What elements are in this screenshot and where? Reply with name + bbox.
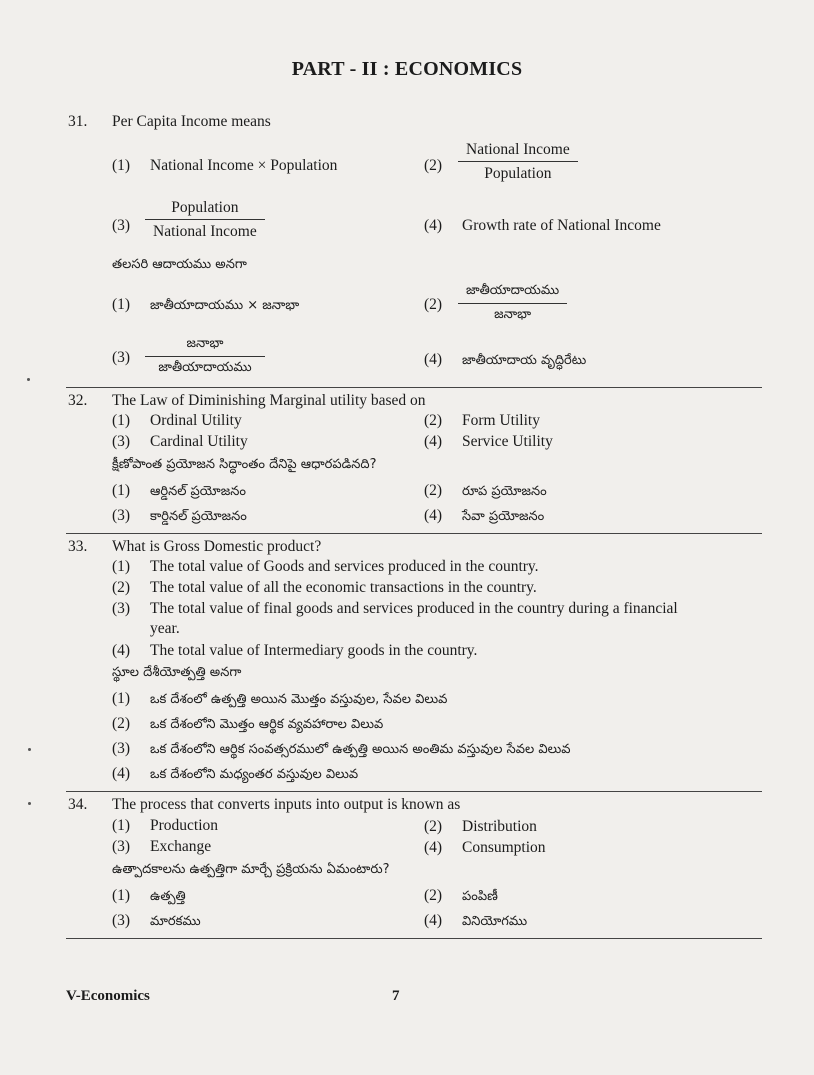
question-text: What is Gross Domestic product?	[112, 538, 322, 555]
q33-option-3-continued: year.	[150, 620, 180, 637]
q31-te-option-1: (1) జాతీయాదాయము × జనాభా	[112, 296, 300, 313]
q31-option-1: (1) National Income × Population	[112, 157, 338, 174]
q34-option-1: (1) Production	[112, 817, 219, 834]
q34-option-4: (4) Consumption	[424, 839, 546, 856]
page-number: 7	[392, 988, 400, 1004]
question-number: 32.	[68, 392, 88, 409]
scan-speck	[28, 748, 31, 751]
q34-option-2: (2) Distribution	[424, 818, 537, 835]
q33-te-option-3: (3) ఒక దేశంలోని ఆర్థిక సంవత్సరములో ఉత్పత్తి అయిన అంతిమ వస్తువుల సేవల విలువ	[112, 740, 571, 757]
q31-te-option-2-fraction: జాతీయాదాయము జనాభా	[458, 283, 567, 325]
question-number: 31.	[68, 113, 88, 130]
q33-option-4: (4) The total value of Intermediary goods in the country.	[112, 642, 478, 659]
q32-telugu-text: క్షీణోపాంత ప్రయోజన సిద్ధాంతం దేనిపై ఆధారపడినది?	[112, 457, 377, 472]
question-number: 34.	[68, 796, 88, 813]
q31-option-3-fraction: Population National Income	[145, 199, 265, 241]
scan-speck	[28, 802, 31, 805]
q31-option-2-number: (2)	[424, 157, 443, 174]
q33-te-option-2: (2) ఒక దేశంలోని మొత్తం ఆర్థిక వ్యవహారాల విలువ	[112, 715, 384, 732]
q31-te-option-2-number: (2)	[424, 296, 443, 313]
q33-te-option-4: (4) ఒక దేశంలోని మధ్యంతర వస్తువుల విలువ	[112, 765, 359, 782]
question-text: The Law of Diminishing Marginal utility based on	[112, 392, 426, 409]
page-title: PART - II : ECONOMICS	[291, 58, 523, 80]
q33-telugu-text: స్థూల దేశీయోత్పత్తి అనగా	[112, 665, 242, 680]
q32-te-option-3: (3) కార్డినల్ ప్రయోజనం	[112, 507, 247, 524]
q32-te-option-2: (2) రూప ప్రయోజనం	[424, 482, 547, 499]
q32-option-1: (1) Ordinal Utility	[112, 412, 242, 429]
q34-te-option-4: (4) వినియోగము	[424, 912, 528, 929]
divider	[66, 533, 762, 534]
q31-option-4: (4) Growth rate of National Income	[424, 217, 661, 234]
q31-te-option-3-number: (3)	[112, 349, 131, 366]
q32-option-3: (3) Cardinal Utility	[112, 433, 248, 450]
q33-option-1: (1) The total value of Goods and services produced in the country.	[112, 558, 539, 575]
divider	[66, 938, 762, 939]
q31-option-2-fraction: National Income Population	[458, 141, 578, 183]
q31-option-3-number: (3)	[112, 217, 131, 234]
question-text: The process that converts inputs into output is known as	[112, 796, 461, 813]
q33-te-option-1: (1) ఒక దేశంలో ఉత్పత్తి అయిన మొత్తం వస్తువుల, సేవల విలువ	[112, 690, 448, 707]
q34-te-option-2: (2) పంపిణీ	[424, 887, 498, 904]
divider	[66, 387, 762, 388]
divider	[66, 791, 762, 792]
q31-te-option-3-fraction: జనాభా జాతీయాదాయము	[145, 336, 265, 378]
q32-option-4: (4) Service Utility	[424, 433, 553, 450]
q31-telugu-text: తలసరి ఆదాయము అనగా	[112, 257, 247, 272]
q31-te-option-4: (4) జాతీయాదాయ వృద్ధిరేటు	[424, 351, 587, 368]
q34-telugu-text: ఉత్పాదకాలను ఉత్పత్తిగా మార్చే ప్రక్రియను ఏమంటారు?	[112, 862, 390, 877]
footer-subject: V-Economics	[66, 988, 150, 1004]
q32-te-option-4: (4) సేవా ప్రయోజనం	[424, 507, 545, 524]
scan-speck	[27, 378, 30, 381]
question-text: Per Capita Income means	[112, 113, 271, 130]
q33-option-2: (2) The total value of all the economic transactions in the country.	[112, 579, 537, 596]
q34-te-option-3: (3) మారకము	[112, 912, 201, 929]
question-number: 33.	[68, 538, 88, 555]
q33-option-3: (3) The total value of final goods and services produced in the country during a financial	[112, 600, 678, 617]
q34-te-option-1: (1) ఉత్పత్తి	[112, 887, 186, 904]
q34-option-3: (3) Exchange	[112, 838, 212, 855]
q32-option-2: (2) Form Utility	[424, 412, 540, 429]
q32-te-option-1: (1) ఆర్డినల్ ప్రయోజనం	[112, 482, 246, 499]
